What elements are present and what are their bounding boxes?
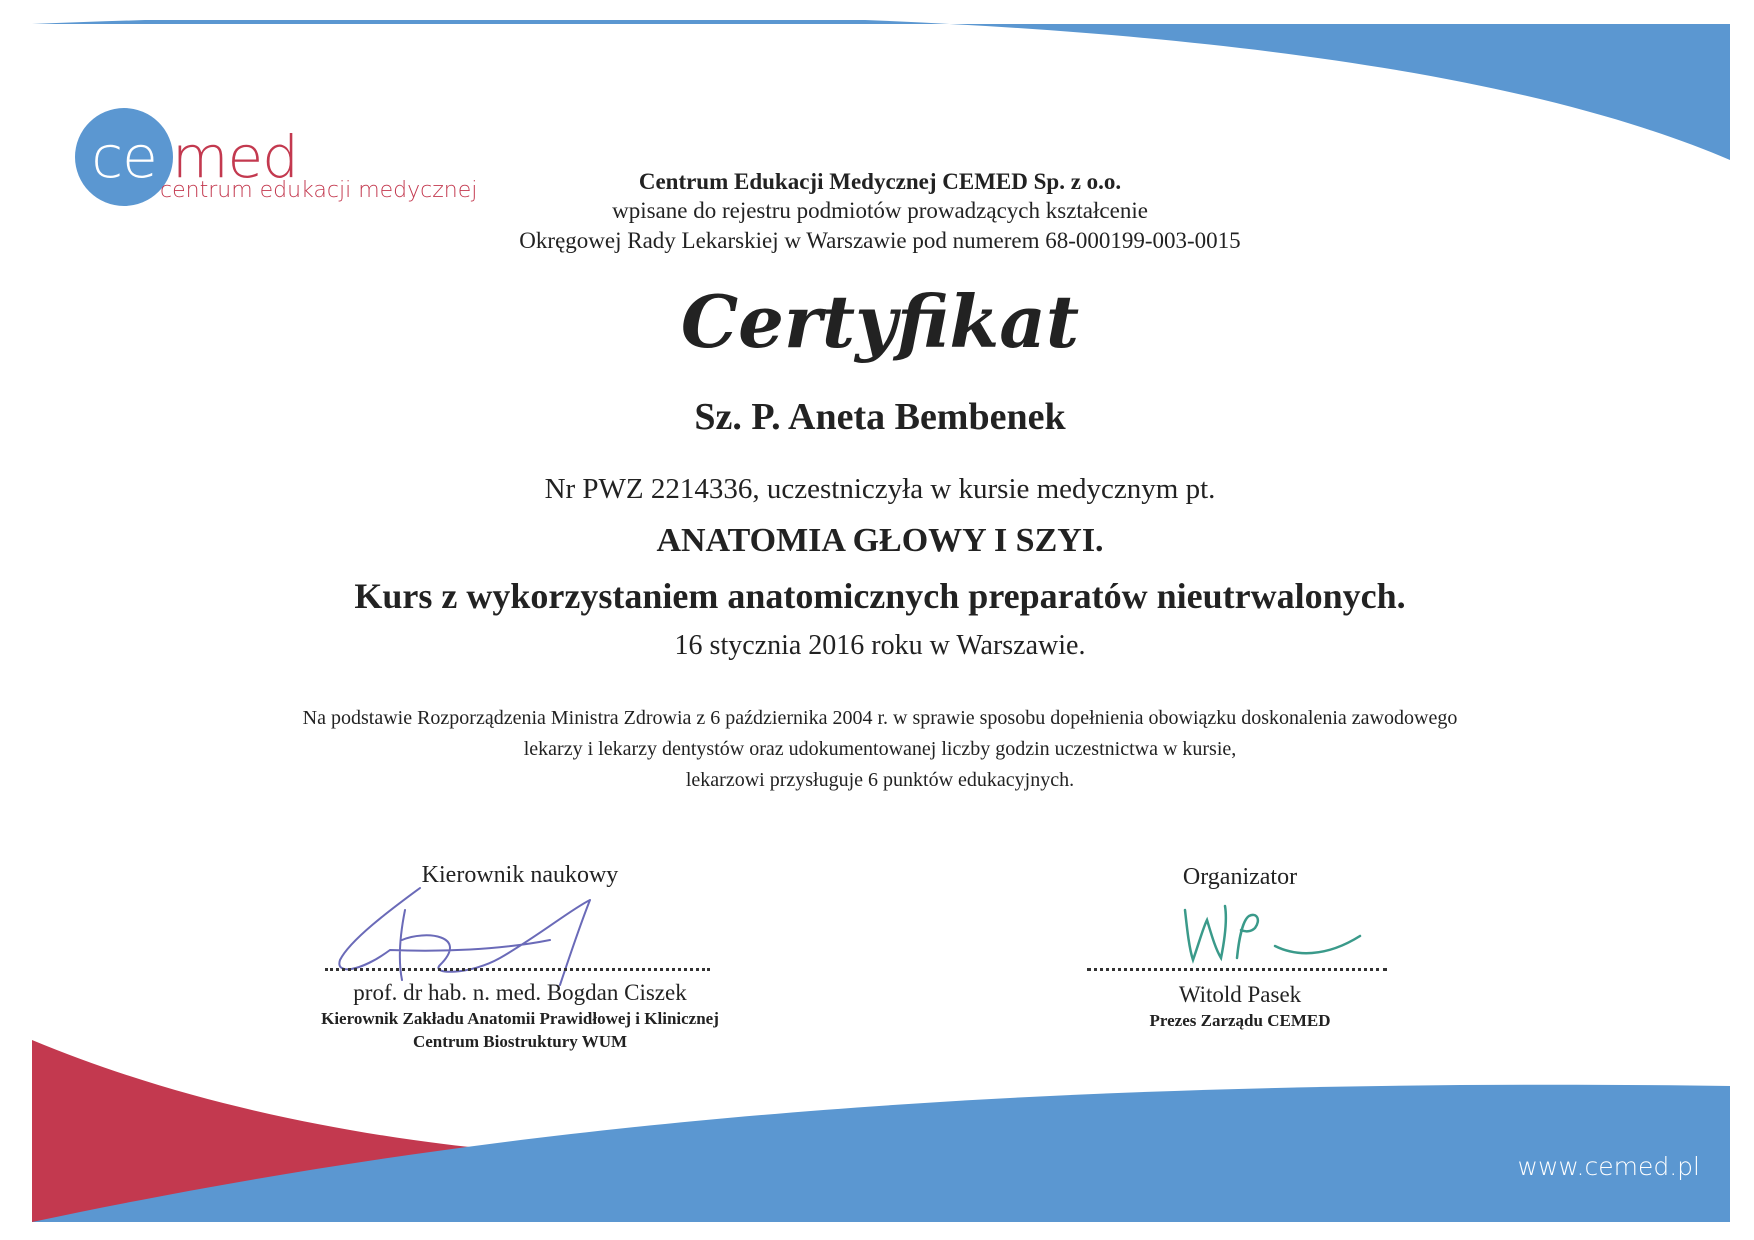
left-signatory-unit: Centrum Biostruktury WUM — [412, 1032, 628, 1051]
right-signatory-title: Prezes Zarządu CEMED — [1149, 1011, 1331, 1030]
license-number-line: Nr PWZ 2214336, uczestniczyła w kursie medycznym pt. — [544, 473, 1216, 505]
right-signatory-role: Organizator — [1182, 864, 1298, 890]
left-signatory-name: prof. dr hab. n. med. Bogdan Ciszek — [353, 980, 687, 1005]
left-handwritten-signature — [330, 880, 670, 990]
right-signature-line — [1087, 968, 1387, 971]
right-handwritten-signature — [1175, 898, 1375, 968]
issuer-registry-line: wpisane do rejestru podmiotów prowadzących kształcenie — [612, 198, 1148, 223]
logo-ce-text: ce — [91, 123, 157, 191]
legal-line-3: lekarzowi przysługuje 6 punktów edukacyjnych. — [685, 769, 1075, 791]
logo-tagline: centrum edukacji medycznej — [160, 178, 478, 203]
legal-basis — [150, 703, 1610, 796]
website-url: www.cemed.pl — [1517, 1152, 1700, 1181]
course-subtitle: Kurs z wykorzystaniem anatomicznych preparatów nieutrwalonych. — [354, 576, 1406, 616]
issuer-name: Centrum Edukacji Medycznej CEMED Sp. z o.o. — [638, 169, 1122, 194]
legal-line-1: Na podstawie Rozporządzenia Ministra Zdrowia z 6 października 2004 r. w sprawie sposobu dopełnienia obowiązku doskonalenia zawodowego — [302, 707, 1458, 729]
certificate-title: Certyfikat — [680, 279, 1080, 364]
issuer-registry-number: Okręgowej Rady Lekarskiej w Warszawie pod numerem 68-000199-003-0015 — [519, 228, 1241, 253]
course-title: ANATOMIA GŁOWY I SZYI. — [656, 522, 1104, 559]
recipient-name: Sz. P. Aneta Bembenek — [694, 396, 1066, 438]
right-signatory-name: Witold Pasek — [1178, 982, 1302, 1007]
left-signature-line — [325, 968, 710, 971]
left-signatory-title: Kierownik Zakładu Anatomii Prawidłowej i Klinicznej — [321, 1009, 719, 1028]
course-date-place: 16 stycznia 2016 roku w Warszawie. — [674, 630, 1086, 661]
logo-med-text: med — [172, 123, 298, 191]
legal-line-2: lekarzy i lekarzy dentystów oraz udokumentowanej liczby godzin uczestnictwa w kursie, — [523, 738, 1237, 760]
left-signatory-role: Kierownik naukowy — [421, 862, 619, 888]
